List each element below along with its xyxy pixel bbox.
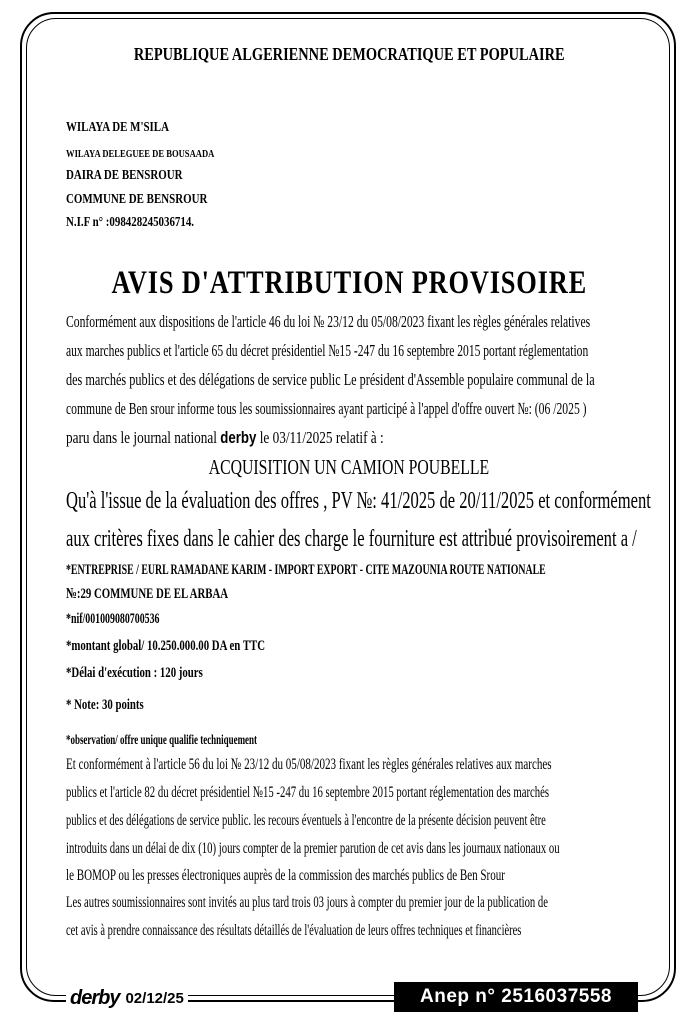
closing-line: cet avis à prendre connaissance des résultats détaillés de l'évaluation de leurs offres techniques et financières xyxy=(66,922,522,939)
closing-line: Les autres soumissionnaires sont invités au plus tard trois 03 jours à compter du premier jour de la publication de xyxy=(66,894,548,911)
footer-publication xyxy=(66,986,188,1010)
evaluation-line: aux critères fixes dans le cahier des charge le fourniture est attribué provisoirement a / xyxy=(66,526,637,552)
note-points: * Note: 30 points xyxy=(66,697,144,713)
entreprise-nif: *nif/001009080700536 xyxy=(66,611,160,627)
montant-global: *montant global/ 10.250.000.00 DA en TTC xyxy=(66,638,266,654)
closing-line: publics et l'article 82 du décret présidentiel №15 -247 du 16 septembre 2015 portant réglementation des marchés xyxy=(66,784,550,801)
commune-line: COMMUNE DE BENSROUR xyxy=(66,192,208,207)
daira-line: DAIRA DE BENSROUR xyxy=(66,168,183,183)
publication-date: 02/12/25 xyxy=(125,989,184,1007)
closing-line: publics et des délégations de service public. les recours éventuels à l'encontre de la présente décision peuvent être xyxy=(66,812,546,829)
intro-line: aux marches publics et l'article 65 du décret présidentiel №15 -247 du 16 septembre 2015 portant réglementation xyxy=(66,341,589,360)
closing-line: introduits dans un délai de dix (10) jours compter de la premier parution de cet avis dans les journaux nationaux ou xyxy=(66,840,560,857)
subject-line: ACQUISITION UN CAMION POUBELLE xyxy=(208,455,490,479)
journal-name: derby xyxy=(220,428,257,447)
nif-line: N.I.F n° :098428245036714. xyxy=(66,215,195,230)
intro-line: des marchés publics et des délégations de service public Le président d'Assemble populaire communal de la xyxy=(66,370,595,389)
wilaya-deleguee-line: WILAYA DELEGUEE DE BOUSAADA xyxy=(66,148,215,160)
wilaya-line: WILAYA DE M'SILA xyxy=(66,120,169,135)
closing-line: le BOMOP ou les presses électroniques auprès de la commission des marchés publics de Ben Srour xyxy=(66,867,505,884)
intro-line: commune de Ben srour informe tous les soumissionnaires ayant participé à l'appel d'offre ouvert №: (06 /2025 ) xyxy=(66,399,587,418)
entreprise-address-line: №:29 COMMUNE DE EL ARBAA xyxy=(66,586,229,602)
republic-title: REPUBLIQUE ALGERIENNE DEMOCRATIQUE ET POPULAIRE xyxy=(133,44,565,64)
observation: *observation/ offre unique qualifie techniquement xyxy=(66,733,257,748)
journal-line: paru dans le journal national derby le 03/11/2025 relatif à : xyxy=(66,428,384,447)
notice-title: AVIS D'ATTRIBUTION PROVISOIRE xyxy=(111,265,587,301)
intro-line: Conformément aux dispositions de l'article 46 du loi № 23/12 du 05/08/2023 fixant les règles générales relatives xyxy=(66,312,591,331)
anep-number: Anep n° 2516037558 xyxy=(394,982,638,1012)
evaluation-line: Qu'à l'issue de la évaluation des offres , PV №: 41/2025 de 20/11/2025 et conformément xyxy=(66,488,651,514)
entreprise-line: *ENTREPRISE / EURL RAMADANE KARIM - IMPORT EXPORT - CITE MAZOUNIA ROUTE NATIONALE xyxy=(66,562,546,578)
derby-logo: derby xyxy=(70,986,120,1009)
delai-execution: *Délai d'exécution : 120 jours xyxy=(66,665,203,681)
closing-line: Et conformément à l'article 56 du loi № 23/12 du 05/08/2023 fixant les règles générales relatives aux marches xyxy=(66,756,552,773)
